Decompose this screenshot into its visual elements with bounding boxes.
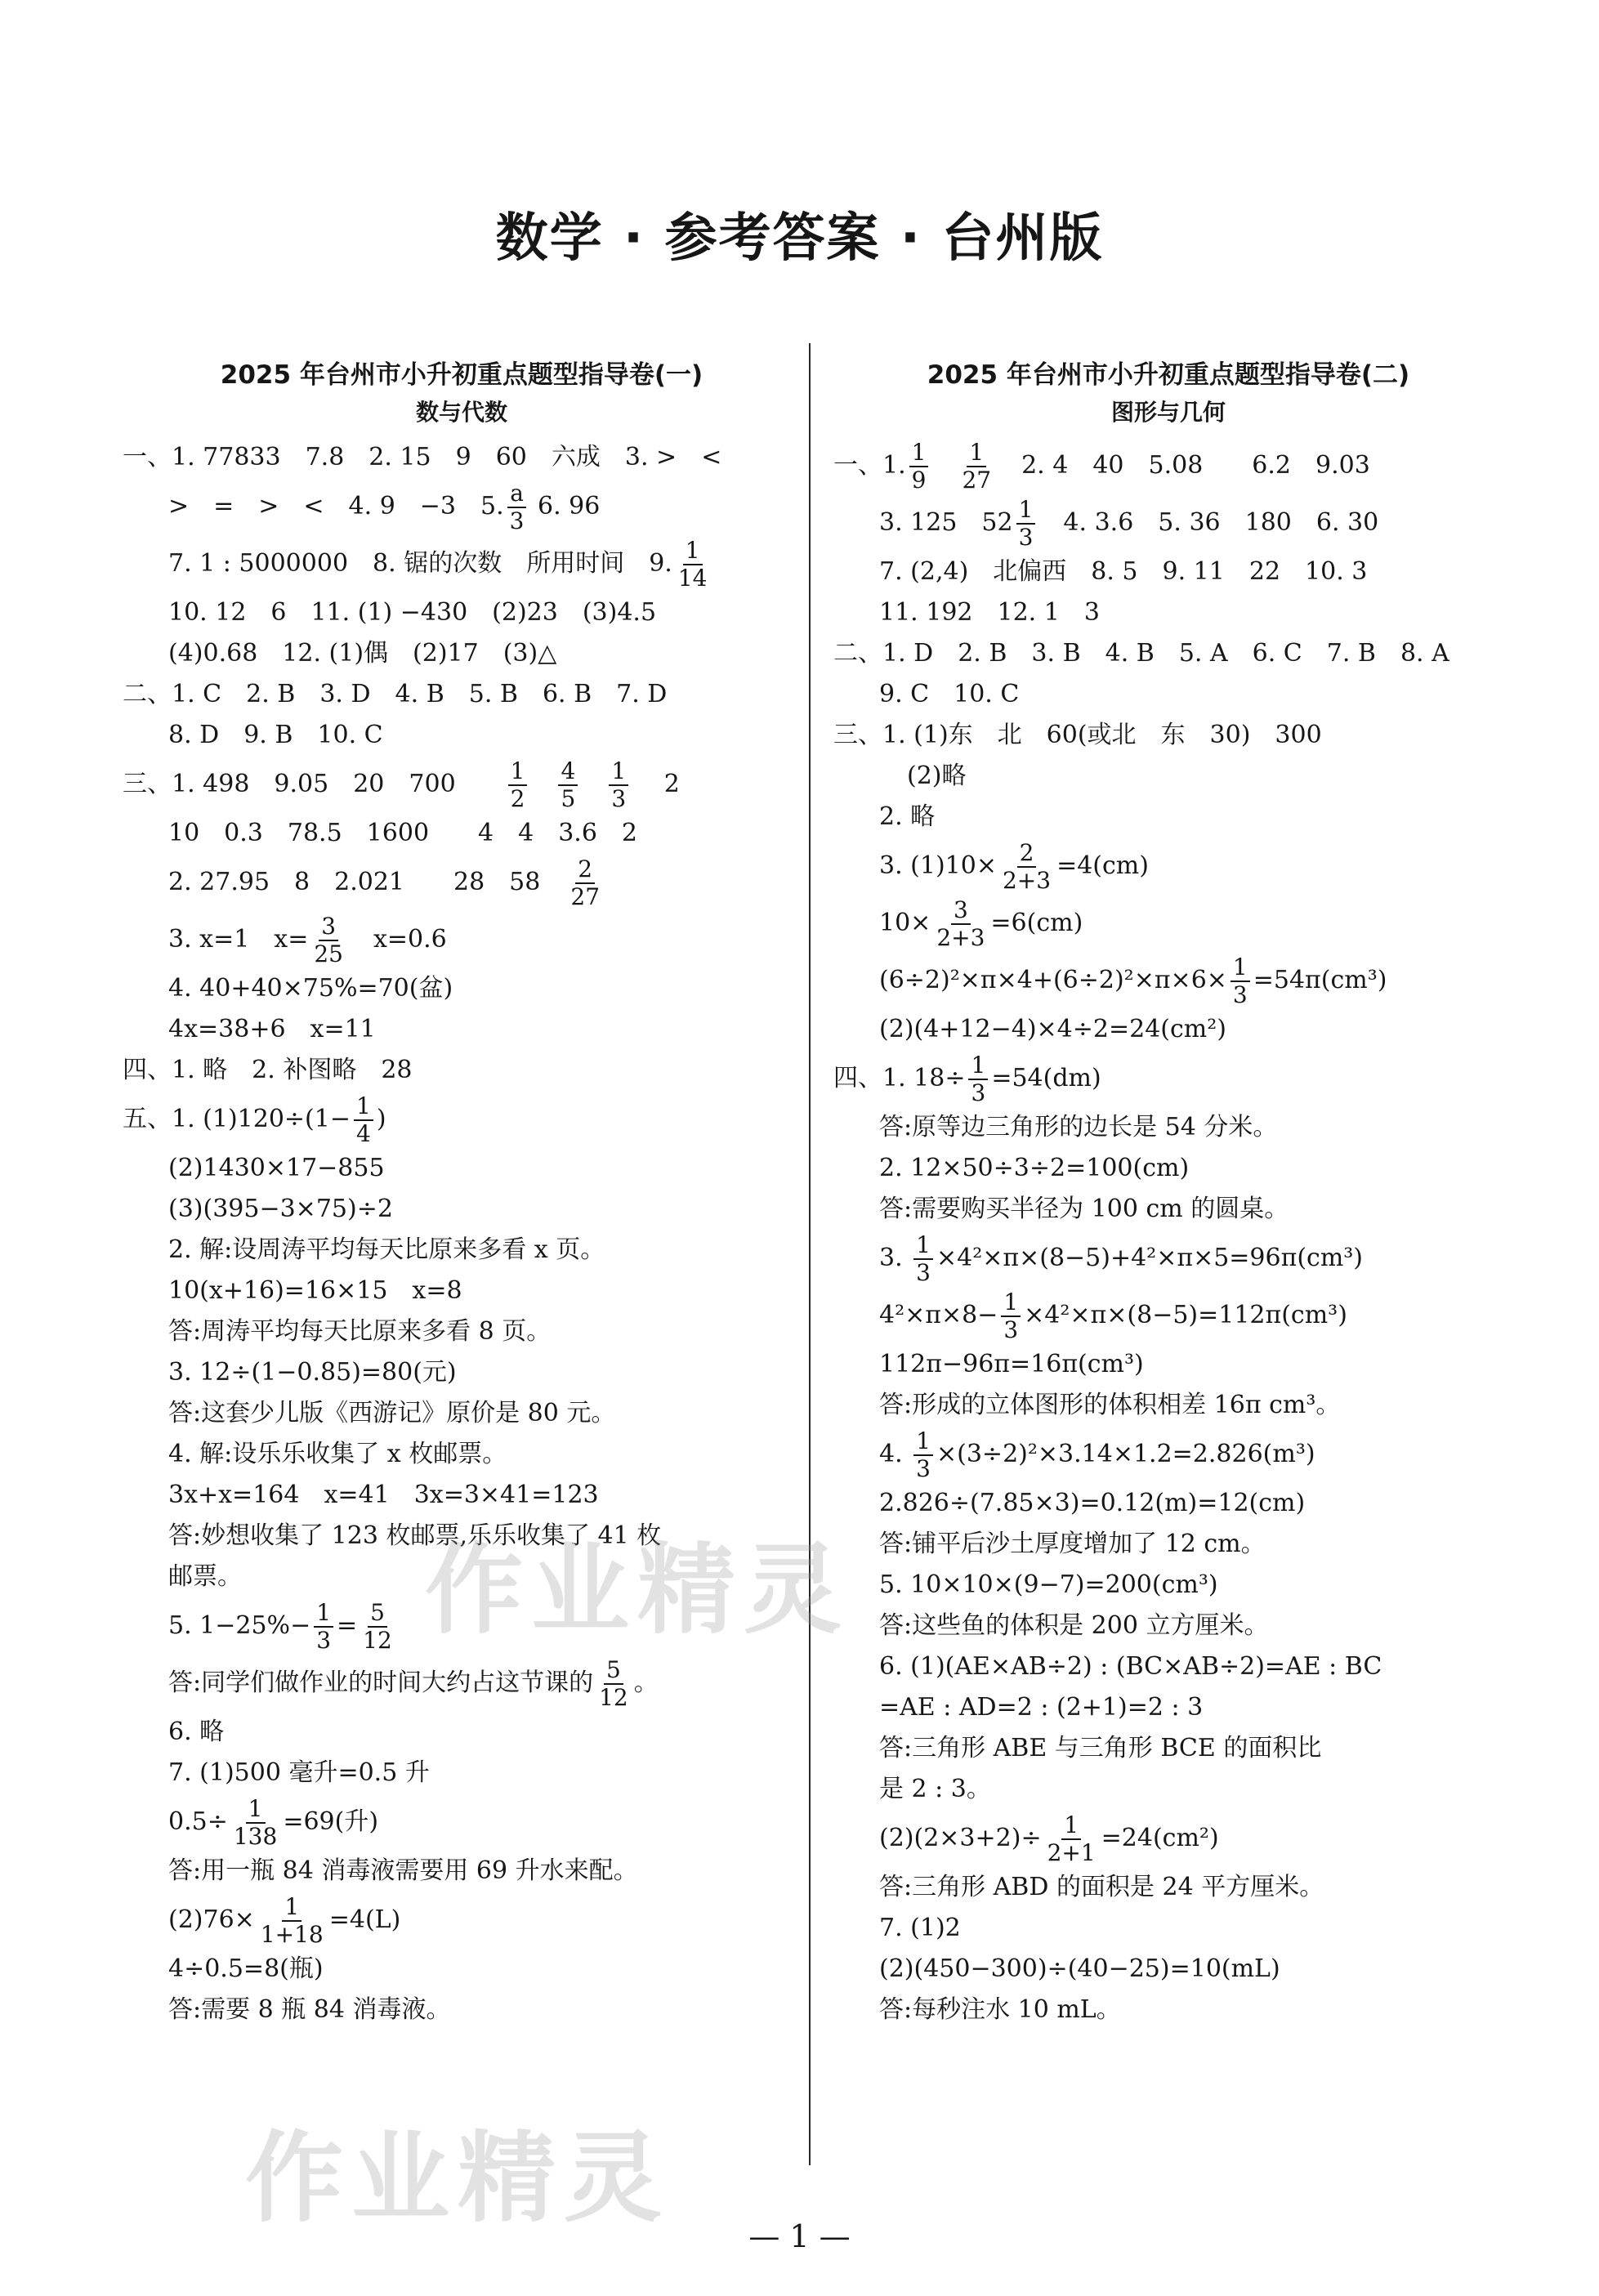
answer-line: 答:三角形 ABD 的面积是 24 平方厘米。 (879, 1873, 1324, 1901)
answer-line: 6. 略 (168, 1718, 225, 1746)
fraction: $\frac{1}{3}$ (1231, 954, 1250, 1008)
answer-line: 答:每秒注水 10 mL。 (879, 1995, 1121, 2024)
answer-line: 答:铺平后沙土厚度增加了 12 cm。 (879, 1530, 1266, 1558)
answer-line: (4)0.68 12. (1)偶 (2)17 (3)△ (168, 639, 557, 668)
answer-line: 7. (2,4) 北偏西 8. 5 9. 11 22 10. 3 (879, 557, 1368, 586)
fraction: $\frac{5}{12}$ (363, 1599, 392, 1654)
fraction: $\frac{1}{14}$ (677, 537, 708, 592)
fraction: $\frac{1}{3}$ (609, 758, 628, 812)
answer-line: 答:需要购买半径为 100 cm 的圆桌。 (879, 1195, 1289, 1223)
fraction: $\frac{3}{25}$ (314, 913, 343, 967)
answer-line: 2.826÷(7.85×3)=0.12(m)=12(cm) (879, 1489, 1306, 1517)
fraction: $\frac{5}{12}$ (599, 1656, 628, 1711)
answer-line: (3)(395−3×75)÷2 (168, 1195, 393, 1223)
answer-line: 10(x+16)=16×15 x=8 (168, 1276, 462, 1305)
fraction: $\frac{1}{3}$ (913, 1428, 933, 1482)
answer-line: =AE : AD=2 : (2+1)=2 : 3 (879, 1693, 1204, 1722)
answer-line: 3. x=1 x= $\frac{3}{25}$ x=0.6 (168, 913, 447, 967)
answer-line: 答:形成的立体图形的体积相差 16π cm³。 (879, 1391, 1341, 1419)
answer-line: (2)1430×17−855 (168, 1154, 385, 1182)
answer-line: 5. 1−25%− $\frac{1}{3}$ = $\frac{5}{12}$ (123, 1597, 801, 1655)
answer-line: 三、1. 498 9.05 20 700 $\frac{1}{2}$ $\frac{4}{5}$ $\frac{1}{3}$ 2 (123, 757, 680, 812)
fraction: $\frac{1}{27}$ (962, 439, 992, 494)
fraction: $\frac{1}{3}$ (968, 1052, 988, 1106)
answer-line: 一、1. 77833 7.8 2. 15 9 60 六成 3. > < (123, 443, 722, 471)
watermark: 作业精灵 (425, 1534, 850, 1647)
column-divider (809, 343, 811, 2165)
answer-line: (2)(4+12−4)×4÷2=24(cm²) (879, 1015, 1226, 1043)
answer-line: 二、1. C 2. B 3. D 4. B 5. B 6. B 7. D (123, 680, 668, 708)
answer-line: > = > < 4. 9 −3 5. $\frac{a}{3}$ 6. 96 (168, 480, 601, 534)
answer-line: 2. 略 (879, 802, 936, 831)
answer-line: 10. 12 6 11. (1) −430 (2)23 (3)4.5 (168, 598, 657, 627)
answer-line: (2)略 (907, 762, 967, 790)
answer-line: 11. 192 12. 1 3 (879, 598, 1100, 627)
answer-line: 4÷0.5=8(瓶) (168, 1954, 324, 1983)
answer-line: 三、1. (1)东 北 60(或北 东 30) 300 (833, 721, 1322, 749)
fraction: $\frac{4}{5}$ (558, 758, 578, 812)
answer-line: 四、1. 18÷ $\frac{1}{3}$ =54(dm) (833, 1052, 1101, 1106)
answer-line: 答:这套少儿版《西游记》原价是 80 元。 (168, 1399, 616, 1427)
right-subheading: 图形与几何 (1110, 399, 1226, 426)
answer-line: 4. $\frac{1}{3}$ ×(3÷2)²×3.14×1.2=2.826(m³) (879, 1427, 1315, 1482)
answer-line: 112π−96π=16π(cm³) (879, 1350, 1144, 1378)
answer-line: 7. 1 : 5000000 8. 锯的次数 所用时间 9. $\frac{1}{14}$ (123, 535, 801, 592)
fraction: $\frac{1}{9}$ (909, 440, 929, 494)
answer-line: 答:周涛平均每天比原来多看 8 页。 (168, 1317, 552, 1346)
fraction: $\frac{a}{3}$ (507, 480, 527, 534)
answer-line: 3. $\frac{1}{3}$ ×4²×π×(8−5)+4²×π×5=96π(cm³) (879, 1231, 1363, 1286)
fraction: $\frac{2}{2+3}$ (1002, 839, 1052, 894)
answer-line: (2)(450−300)÷(40−25)=10(mL) (879, 1954, 1280, 1983)
answer-line: 7. (1)500 毫升=0.5 升 (168, 1758, 430, 1787)
fraction: $\frac{1}{2+1}$ (1047, 1811, 1096, 1866)
answer-line: 答:三角形 ABE 与三角形 BCE 的面积比 (879, 1734, 1322, 1762)
answer-line: 7. (1)2 (879, 1914, 961, 1942)
answer-line: 3. (1)10× $\frac{2}{2+3}$ =4(cm) (879, 839, 1149, 894)
fraction: $\frac{1}{1+18}$ (260, 1893, 324, 1948)
answer-line: 四、1. 略 2. 补图略 28 (123, 1056, 413, 1084)
answer-line: 二、1. D 2. B 3. B 4. B 5. A 6. C 7. B 8. A (833, 639, 1449, 668)
answer-line: 一、1. $\frac{1}{9}$ $\frac{1}{27}$ 2. 4 40 5.08 6.2 9.03 (833, 439, 1370, 494)
fraction: $\frac{1}{138}$ (233, 1795, 278, 1850)
answer-line: 4. 解:设乐乐收集了 x 枚邮票。 (168, 1440, 507, 1468)
answer-line: 答:同学们做作业的时间大约占这节课的 $\frac{5}{12}$ 。 (168, 1656, 659, 1711)
right-column (833, 355, 1503, 2030)
answer-line: 10 0.3 78.5 1600 4 4 3.6 2 (168, 819, 637, 847)
answer-line: 4. 40+40×75%=70(盆) (168, 974, 453, 1003)
fraction: $\frac{1}{3}$ (314, 1600, 333, 1654)
answer-line: 10× $\frac{3}{2+3}$ =6(cm) (879, 896, 1083, 951)
left-column (123, 355, 801, 2030)
answer-line: 2. 12×50÷3÷2=100(cm) (879, 1154, 1190, 1182)
answer-line: 邮票。 (168, 1562, 242, 1591)
answer-line: 3x+x=164 x=41 3x=3×41=123 (168, 1481, 599, 1509)
answer-line: 答:需要 8 瓶 84 消毒液。 (168, 1995, 451, 2024)
answer-line: 3. 12÷(1−0.85)=80(元) (168, 1358, 457, 1387)
answer-line: 4²×π×8− $\frac{1}{3}$ ×4²×π×(8−5)=112π(cm³) (879, 1289, 1347, 1343)
page-title: 数学 · 参考答案 · 台州版 (495, 208, 1104, 269)
answer-line: 9. C 10. C (879, 680, 1020, 708)
answer-line: 2. 解:设周涛平均每天比原来多看 x 页。 (168, 1235, 605, 1264)
answer-line: (6÷2)²×π×4+(6÷2)²×π×6× $\frac{1}{3}$ =54π(cm³) (879, 954, 1387, 1008)
fraction: $\frac{3}{2+3}$ (936, 896, 985, 951)
left-heading: 2025 年台州市小升初重点题型指导卷(一) (220, 360, 703, 390)
answer-line: 五、1. (1)120÷(1− $\frac{1}{4}$ ) (123, 1092, 386, 1147)
answer-line: 是 2 : 3。 (879, 1775, 991, 1803)
answer-line: 4x=38+6 x=11 (168, 1015, 376, 1043)
answer-line: (2)76× $\frac{1}{1+18}$ =4(L) (168, 1893, 401, 1948)
fraction: $\frac{1}{3}$ (1001, 1289, 1021, 1343)
page-number: — 1 — (748, 2218, 851, 2254)
fraction: $\frac{1}{4}$ (354, 1093, 373, 1147)
fraction: $\frac{1}{2}$ (508, 758, 528, 812)
answer-line: 0.5÷ $\frac{1}{138}$ =69(升) (168, 1795, 379, 1850)
answer-line: 答:这些鱼的体积是 200 立方厘米。 (879, 1611, 1269, 1640)
fraction: $\frac{1}{3}$ (913, 1232, 933, 1286)
answer-line: 答:妙想收集了 123 枚邮票,乐乐收集了 41 枚 (168, 1521, 662, 1550)
answer-line: 答:原等边三角形的边长是 54 分米。 (879, 1113, 1278, 1141)
answer-line: (2)(2×3+2)÷ $\frac{1}{2+1}$ =24(cm²) (879, 1811, 1219, 1866)
fraction: $\frac{1}{3}$ (1016, 497, 1036, 551)
fraction: $\frac{2}{27}$ (570, 855, 601, 910)
answer-line: 8. D 9. B 10. C (168, 721, 383, 749)
left-subheading: 数与代数 (415, 399, 507, 426)
answer-line: 3. 125 52 $\frac{1}{3}$ 4. 3.6 5. 36 180 6. 30 (879, 496, 1379, 551)
answer-line: 答:用一瓶 84 消毒液需要用 69 升水来配。 (168, 1856, 638, 1885)
answer-line: 2. 27.95 8 2.021 28 58 $\frac{2}{27}$ (123, 854, 801, 911)
answer-line: 6. (1)(AE×AB÷2) : (BC×AB÷2)=AE : BC (879, 1652, 1382, 1681)
watermark: 作业精灵 (245, 2122, 670, 2236)
answer-line: 5. 10×10×(9−7)=200(cm³) (879, 1570, 1218, 1599)
right-heading: 2025 年台州市小升初重点题型指导卷(二) (927, 360, 1410, 390)
